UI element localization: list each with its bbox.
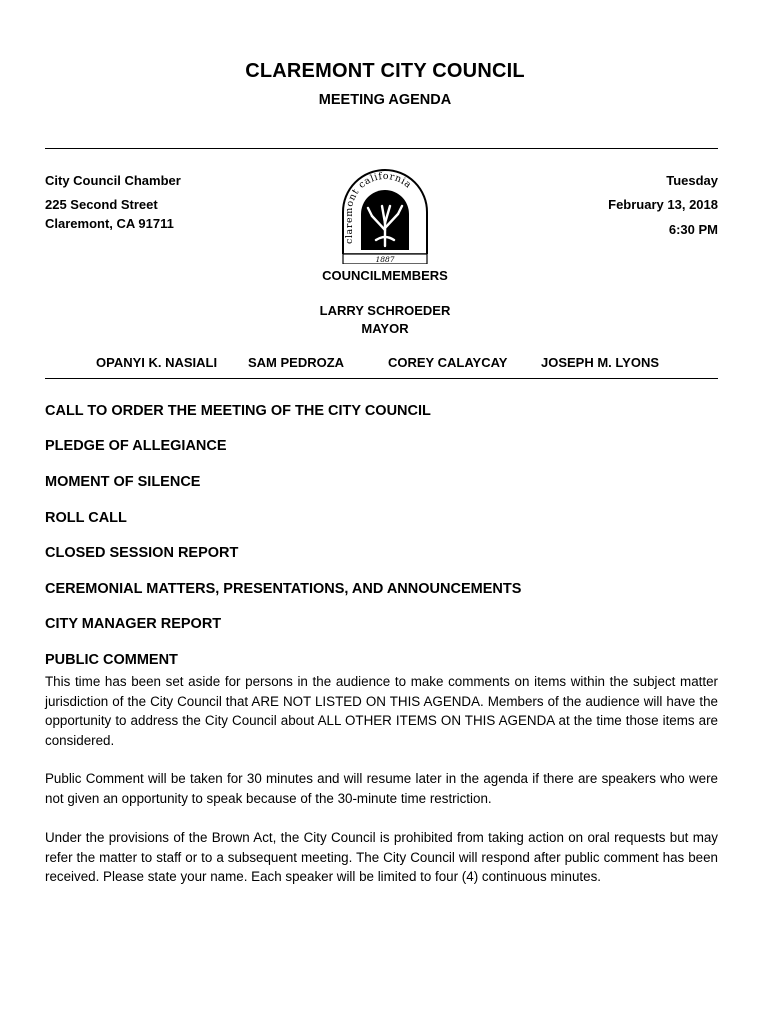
councilmember-name: JOSEPH M. LYONS <box>541 355 659 370</box>
public-comment-heading: PUBLIC COMMENT <box>45 652 178 668</box>
agenda-item-city-manager: CITY MANAGER REPORT <box>45 616 222 632</box>
councilmembers-heading: COUNCILMEMBERS <box>322 268 448 283</box>
councilmember-name: SAM PEDROZA <box>248 355 345 370</box>
document-title: CLAREMONT CITY COUNCIL <box>245 60 525 82</box>
meeting-time: 6:30 PM <box>668 222 718 237</box>
councilmember-name: OPANYI K. NASIALI <box>96 355 218 370</box>
seal-text: claremont california <box>343 170 414 244</box>
meeting-date: February 13, 2018 <box>608 197 718 212</box>
city-seal-logo <box>338 168 432 264</box>
seal-year: 1887 <box>375 255 395 264</box>
meeting-day: Tuesday <box>666 173 718 188</box>
agenda-item-call-to-order: CALL TO ORDER THE MEETING OF THE CITY COUNCIL <box>45 403 431 419</box>
agenda-item-moment-of-silence: MOMENT OF SILENCE <box>45 474 201 490</box>
agenda-item-roll-call: ROLL CALL <box>45 510 127 526</box>
venue-street: 225 Second Street <box>45 197 158 212</box>
venue-name: City Council Chamber <box>45 173 181 188</box>
document-subtitle: MEETING AGENDA <box>318 92 452 108</box>
mayor-name: LARRY SCHROEDER <box>319 303 451 318</box>
public-comment-paragraph: This time has been set aside for persons in the audience to make comments on items within the subject matter jurisdiction of the City Council that ARE NOT LISTED ON THIS AGENDA. Members of the audience will have the opportunity to address the City Council about ALL OTHER ITEMS ON THIS AGENDA at the time those items are considered. <box>45 674 718 748</box>
agenda-item-closed-session: CLOSED SESSION REPORT <box>45 545 239 561</box>
council-divider <box>45 378 718 379</box>
agenda-item-pledge: PLEDGE OF ALLEGIANCE <box>45 438 227 454</box>
public-comment-paragraph: Under the provisions of the Brown Act, the City Council is prohibited from taking action on oral requests but may refer the matter to staff or to a subsequent meeting. The City Council will respond after public comment has been received. Please state your name. Each speaker will be limited to four (4) continuous minutes. <box>45 830 718 885</box>
agenda-item-ceremonial: CEREMONIAL MATTERS, PRESENTATIONS, AND ANNOUNCEMENTS <box>45 581 522 597</box>
councilmember-name: COREY CALAYCAY <box>388 355 508 370</box>
header-divider <box>45 148 718 149</box>
venue-city: Claremont, CA 91711 <box>45 216 174 231</box>
public-comment-paragraph: Public Comment will be taken for 30 minutes and will resume later in the agenda if there are speakers who were not given an opportunity to speak because of the 30-minute time restriction. <box>45 771 718 806</box>
mayor-title: MAYOR <box>361 321 409 336</box>
